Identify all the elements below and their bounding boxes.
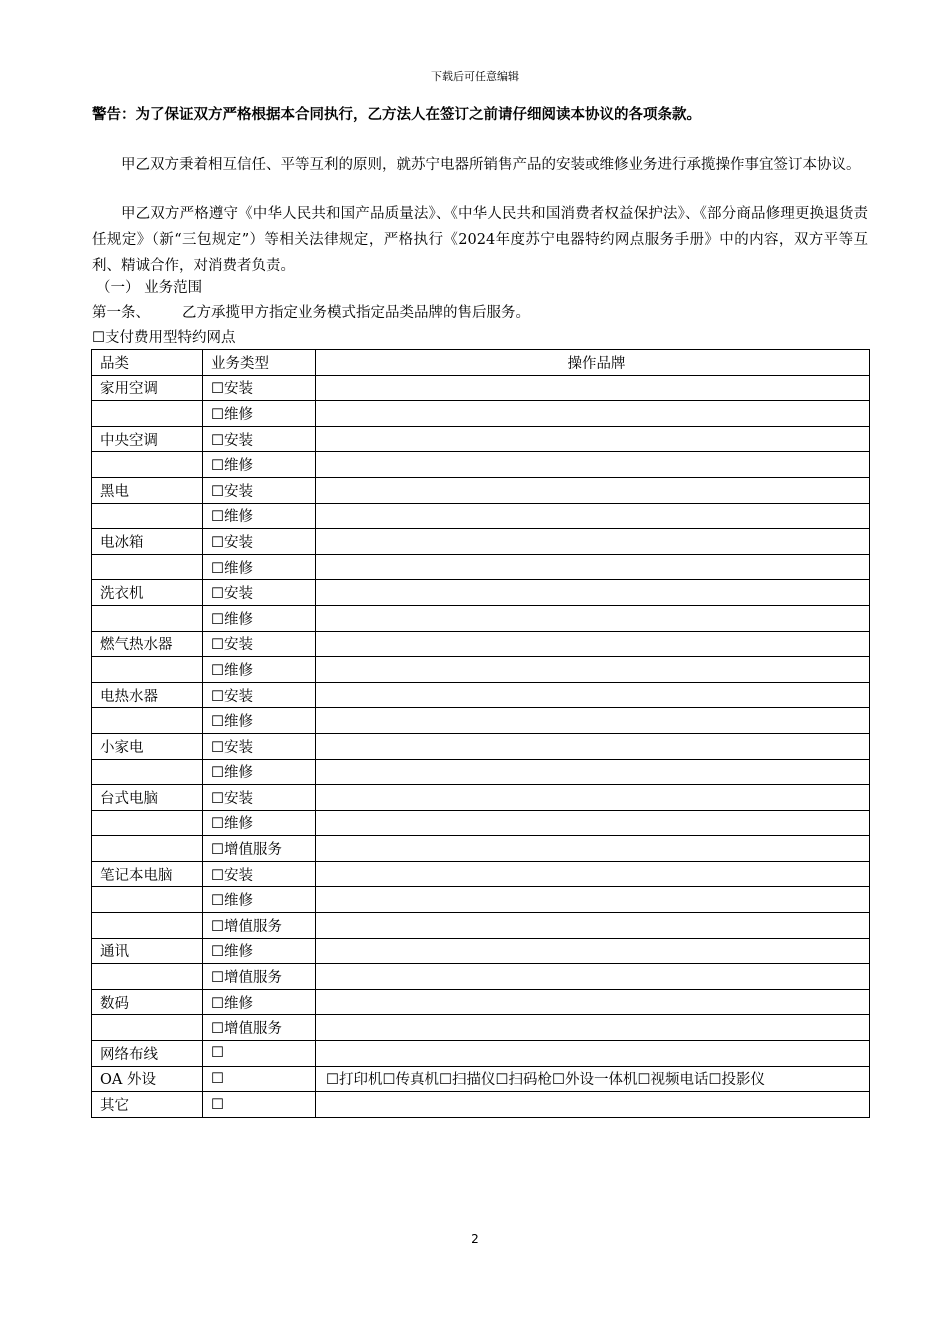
business-type-checkbox[interactable]: ☐安装 xyxy=(203,426,316,452)
category-cell: 电热水器 xyxy=(92,682,203,708)
brand-cell[interactable] xyxy=(316,1041,870,1067)
category-cell: 洗衣机 xyxy=(92,580,203,606)
brand-cell[interactable] xyxy=(316,503,870,529)
article-text: 乙方承揽甲方指定业务模式指定品类品牌的售后服务。 xyxy=(182,305,530,321)
service-scope-table xyxy=(91,349,870,1118)
table-header-row xyxy=(92,350,870,376)
category-cell xyxy=(92,708,203,734)
intro-paragraph: 甲乙双方秉着相互信任、平等互利的原则，就苏宁电器所销售产品的安装或维修业务进行承揽操作事宜签订本协议。 xyxy=(121,157,861,173)
category-cell xyxy=(92,836,203,862)
category-cell: 笔记本电脑 xyxy=(92,861,203,887)
table-row xyxy=(92,989,870,1015)
article-number: 第一条、 xyxy=(92,305,150,321)
brand-cell[interactable] xyxy=(316,785,870,811)
table-row xyxy=(92,1066,870,1092)
business-type-checkbox[interactable]: ☐安装 xyxy=(203,682,316,708)
brand-cell[interactable] xyxy=(316,733,870,759)
table-row xyxy=(92,810,870,836)
compliance-paragraph: 甲乙双方严格遵守《中华人民共和国产品质量法》、《中华人民共和国消费者权益保护法》、《部分商品修理更换退货责任规定》（新“三包规定”）等相关法律规定，严格执行《2024年度苏宁电器特约网点服务手册》中的内容，双方平等互利、精诚合作，对消费者负责。 xyxy=(92,206,868,274)
table-row xyxy=(92,733,870,759)
business-type-checkbox[interactable]: ☐维修 xyxy=(203,554,316,580)
table-row xyxy=(92,964,870,990)
table-row xyxy=(92,401,870,427)
category-cell xyxy=(92,605,203,631)
header-category: 品类 xyxy=(92,350,203,376)
category-cell: 中央空调 xyxy=(92,426,203,452)
brand-cell[interactable] xyxy=(316,657,870,683)
table-row xyxy=(92,631,870,657)
brand-cell[interactable] xyxy=(316,375,870,401)
table-row xyxy=(92,861,870,887)
brand-cell[interactable] xyxy=(316,452,870,478)
category-cell xyxy=(92,554,203,580)
category-cell: 数码 xyxy=(92,989,203,1015)
category-cell: 燃气热水器 xyxy=(92,631,203,657)
brand-cell[interactable] xyxy=(316,1015,870,1041)
payment-type-checkbox[interactable]: ☐支付费用型特约网点 xyxy=(92,330,236,346)
business-type-checkbox[interactable]: ☐ xyxy=(203,1041,316,1067)
category-cell: 通讯 xyxy=(92,938,203,964)
brand-cell[interactable] xyxy=(316,401,870,427)
business-type-checkbox[interactable]: ☐维修 xyxy=(203,887,316,913)
page-number: 2 xyxy=(471,1232,479,1246)
brand-cell[interactable] xyxy=(316,938,870,964)
category-cell: 台式电脑 xyxy=(92,785,203,811)
table-row xyxy=(92,938,870,964)
business-type-checkbox[interactable]: ☐维修 xyxy=(203,452,316,478)
business-type-checkbox[interactable]: ☐增值服务 xyxy=(203,836,316,862)
category-cell xyxy=(92,401,203,427)
brand-cell[interactable] xyxy=(316,580,870,606)
category-cell xyxy=(92,964,203,990)
brand-cell[interactable] xyxy=(316,964,870,990)
table-row xyxy=(92,503,870,529)
brand-cell[interactable] xyxy=(316,477,870,503)
business-type-checkbox[interactable]: ☐维修 xyxy=(203,938,316,964)
table-row xyxy=(92,913,870,939)
table-row xyxy=(92,1092,870,1118)
business-type-checkbox[interactable]: ☐维修 xyxy=(203,810,316,836)
business-type-checkbox[interactable]: ☐维修 xyxy=(203,503,316,529)
brand-cell[interactable] xyxy=(316,887,870,913)
brand-cell[interactable] xyxy=(316,631,870,657)
table-row xyxy=(92,605,870,631)
table-row xyxy=(92,375,870,401)
table-row xyxy=(92,477,870,503)
business-type-checkbox[interactable]: ☐增值服务 xyxy=(203,964,316,990)
article-one xyxy=(92,303,530,323)
header-brand: 操作品牌 xyxy=(316,350,870,376)
category-cell xyxy=(92,657,203,683)
business-type-checkbox[interactable]: ☐安装 xyxy=(203,477,316,503)
business-type-checkbox[interactable]: ☐增值服务 xyxy=(203,913,316,939)
business-type-checkbox[interactable]: ☐维修 xyxy=(203,657,316,683)
table-row xyxy=(92,1041,870,1067)
table-row xyxy=(92,682,870,708)
table-row xyxy=(92,529,870,555)
category-cell: 家用空调 xyxy=(92,375,203,401)
category-cell: 黑电 xyxy=(92,477,203,503)
table-row xyxy=(92,708,870,734)
section-heading: （一） 业务范围 xyxy=(96,280,203,296)
category-cell: 电冰箱 xyxy=(92,529,203,555)
brand-cell[interactable] xyxy=(316,529,870,555)
category-cell xyxy=(92,452,203,478)
table-row xyxy=(92,1015,870,1041)
table-row xyxy=(92,759,870,785)
table-row xyxy=(92,426,870,452)
business-type-checkbox[interactable]: ☐增值服务 xyxy=(203,1015,316,1041)
business-type-checkbox[interactable]: ☐维修 xyxy=(203,708,316,734)
table-row xyxy=(92,580,870,606)
business-type-checkbox[interactable]: ☐安装 xyxy=(203,861,316,887)
category-cell: 小家电 xyxy=(92,733,203,759)
table-row xyxy=(92,452,870,478)
brand-cell[interactable] xyxy=(316,426,870,452)
business-type-checkbox[interactable]: ☐ xyxy=(203,1092,316,1118)
brand-cell[interactable]: ☐打印机☐传真机☐扫描仪☐扫码枪☐外设一体机☐视频电话☐投影仪 xyxy=(316,1066,870,1092)
business-type-checkbox[interactable]: ☐安装 xyxy=(203,580,316,606)
category-cell xyxy=(92,503,203,529)
category-cell xyxy=(92,913,203,939)
table-row xyxy=(92,657,870,683)
business-type-checkbox[interactable]: ☐安装 xyxy=(203,375,316,401)
brand-cell[interactable] xyxy=(316,759,870,785)
category-cell xyxy=(92,1015,203,1041)
category-cell xyxy=(92,759,203,785)
brand-cell[interactable] xyxy=(316,605,870,631)
table-row xyxy=(92,836,870,862)
business-type-checkbox[interactable]: ☐维修 xyxy=(203,401,316,427)
business-type-checkbox[interactable]: ☐ xyxy=(203,1066,316,1092)
business-type-checkbox[interactable]: ☐安装 xyxy=(203,529,316,555)
category-cell xyxy=(92,887,203,913)
brand-cell[interactable] xyxy=(316,1092,870,1118)
category-cell: 其它 xyxy=(92,1092,203,1118)
brand-cell[interactable] xyxy=(316,554,870,580)
business-type-checkbox[interactable]: ☐安装 xyxy=(203,631,316,657)
brand-cell[interactable] xyxy=(316,810,870,836)
business-type-checkbox[interactable]: ☐安装 xyxy=(203,785,316,811)
table-row xyxy=(92,785,870,811)
header-business-type: 业务类型 xyxy=(203,350,316,376)
category-cell: OA 外设 xyxy=(92,1066,203,1092)
business-type-checkbox[interactable]: ☐维修 xyxy=(203,759,316,785)
warning-notice: 警告：为了保证双方严格根据本合同执行，乙方法人在签订之前请仔细阅读本协议的各项条款。 xyxy=(92,107,701,123)
brand-cell[interactable] xyxy=(316,708,870,734)
page-header: 下载后可任意编辑 xyxy=(431,70,519,83)
brand-cell[interactable] xyxy=(316,989,870,1015)
business-type-checkbox[interactable]: ☐安装 xyxy=(203,733,316,759)
table-row xyxy=(92,554,870,580)
business-type-checkbox[interactable]: ☐维修 xyxy=(203,605,316,631)
brand-cell[interactable] xyxy=(316,913,870,939)
brand-cell[interactable] xyxy=(316,861,870,887)
brand-cell[interactable] xyxy=(316,682,870,708)
category-cell xyxy=(92,810,203,836)
table-row xyxy=(92,887,870,913)
category-cell: 网络布线 xyxy=(92,1041,203,1067)
brand-cell[interactable] xyxy=(316,836,870,862)
business-type-checkbox[interactable]: ☐维修 xyxy=(203,989,316,1015)
